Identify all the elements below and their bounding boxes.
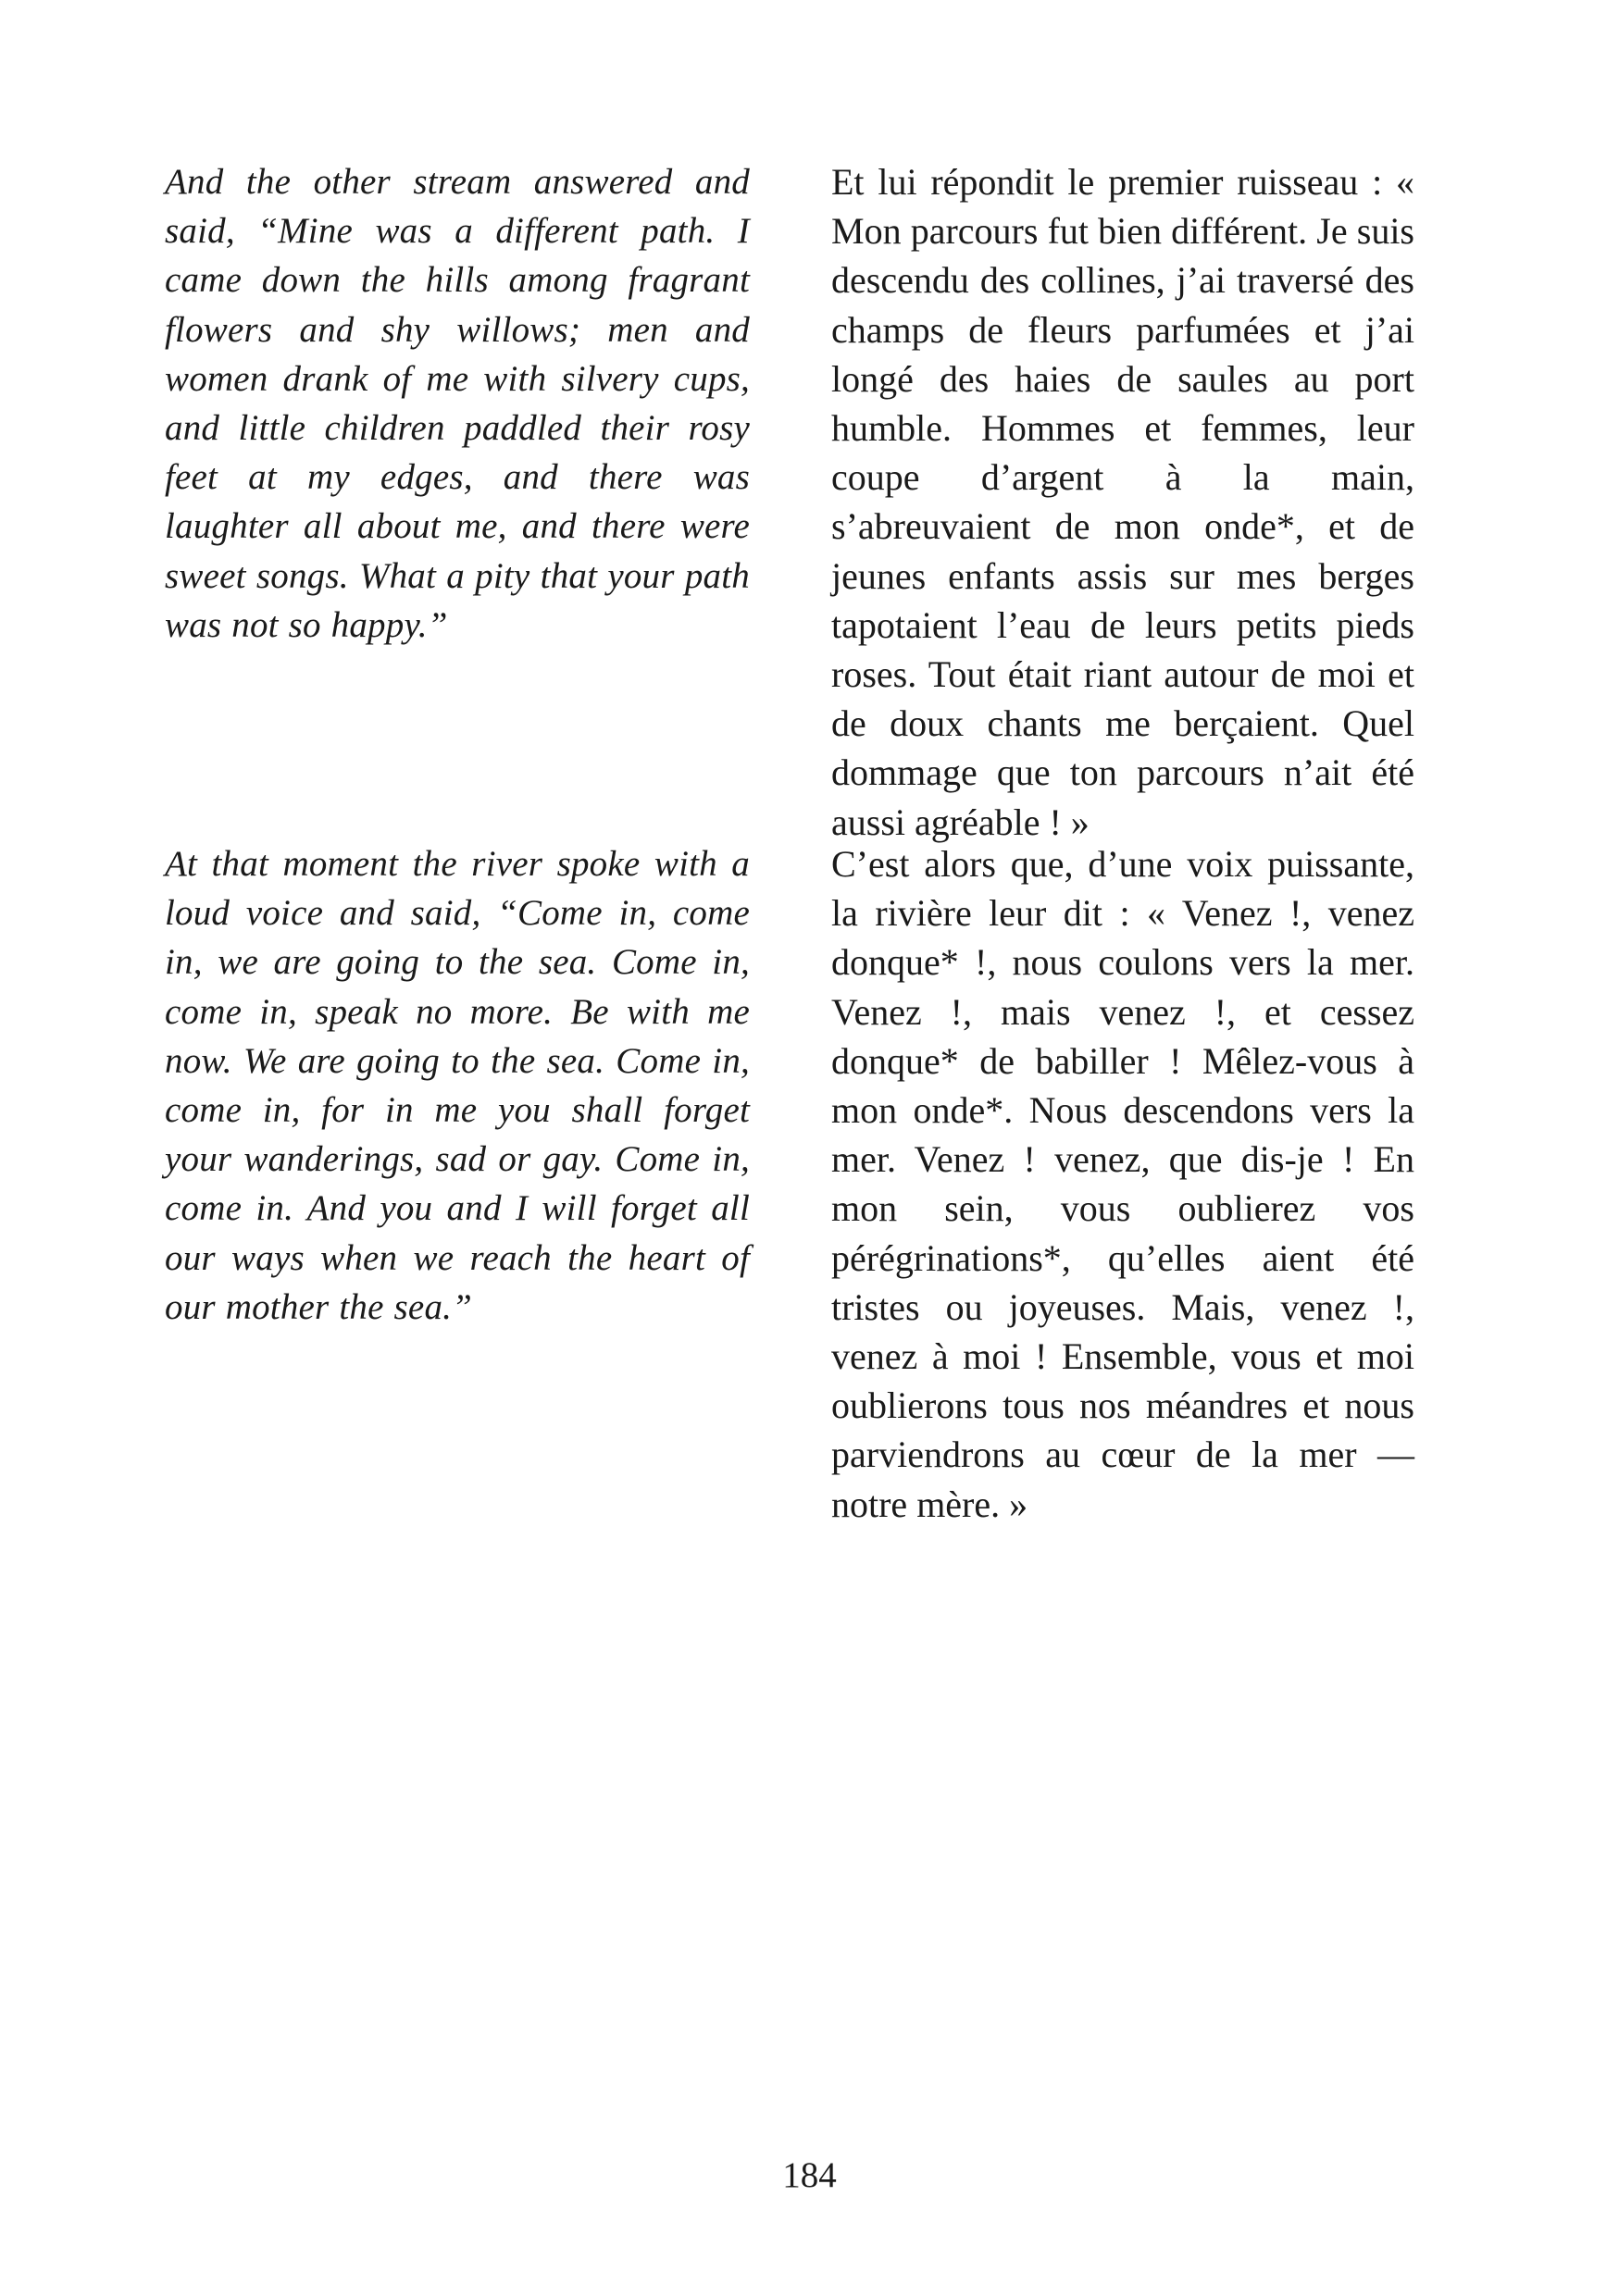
french-paragraph-1: Et lui répondit le premier ruisseau : « Mon parcours fut bien différent. Je suis descendu des collines, j’ai traversé des champs de fleurs parfumées et j’ai longé des haies de saules au port humble. Hommes et femmes, leur coupe d’argent à la main, s’abreuvaient de mon onde*, et de jeunes enfants assis sur mes berges tapotaient l’eau de leurs petits pieds roses. Tout était riant autour de moi et de doux chants me berçaient. Quel dommage que ton parcours n’ait été aussi agréable ! » xyxy=(831,161,1414,843)
english-paragraph-1: And the other stream answered and said, “Mine was a different path. I came down the hills among fragrant flowers and shy willows; men and women drank of me with silvery cups, and little children paddled their rosy feet at my edges, and there was laughter all about me, and there were sweet songs. What a pity that your path was not so happy.” xyxy=(165,162,750,645)
page-number: 184 xyxy=(782,2155,837,2195)
english-paragraph-2: At that moment the river spoke with a loud voice and said, “Come in, come in, we are going to the sea. Come in, come in, speak no more. Be with me now. We are going to the sea. Come in, come in, for in me you shall forget your wanderings, sad or gay. Come in, come in. And you and I will forget all our ways when we reach the heart of our mother the sea.” xyxy=(165,844,750,1327)
french-paragraph-2: C’est alors que, d’une voix puissante, la rivière leur dit : « Venez !, venez donque* !, nous coulons vers la mer. Venez !, mais venez !, et cessez donque* de babiller ! Mêlez-vous à mon onde*. Nous descendons vers la mer. Venez ! venez, que dis-je ! En mon sein, vous oublierez vos pérégrinations*, qu’elles aient été tristes ou joyeuses. Mais, venez !, venez à moi ! Ensemble, vous et moi oublierons tous nos méandres et nous parviendrons au cœur de la mer — notre mère. » xyxy=(831,843,1414,1525)
